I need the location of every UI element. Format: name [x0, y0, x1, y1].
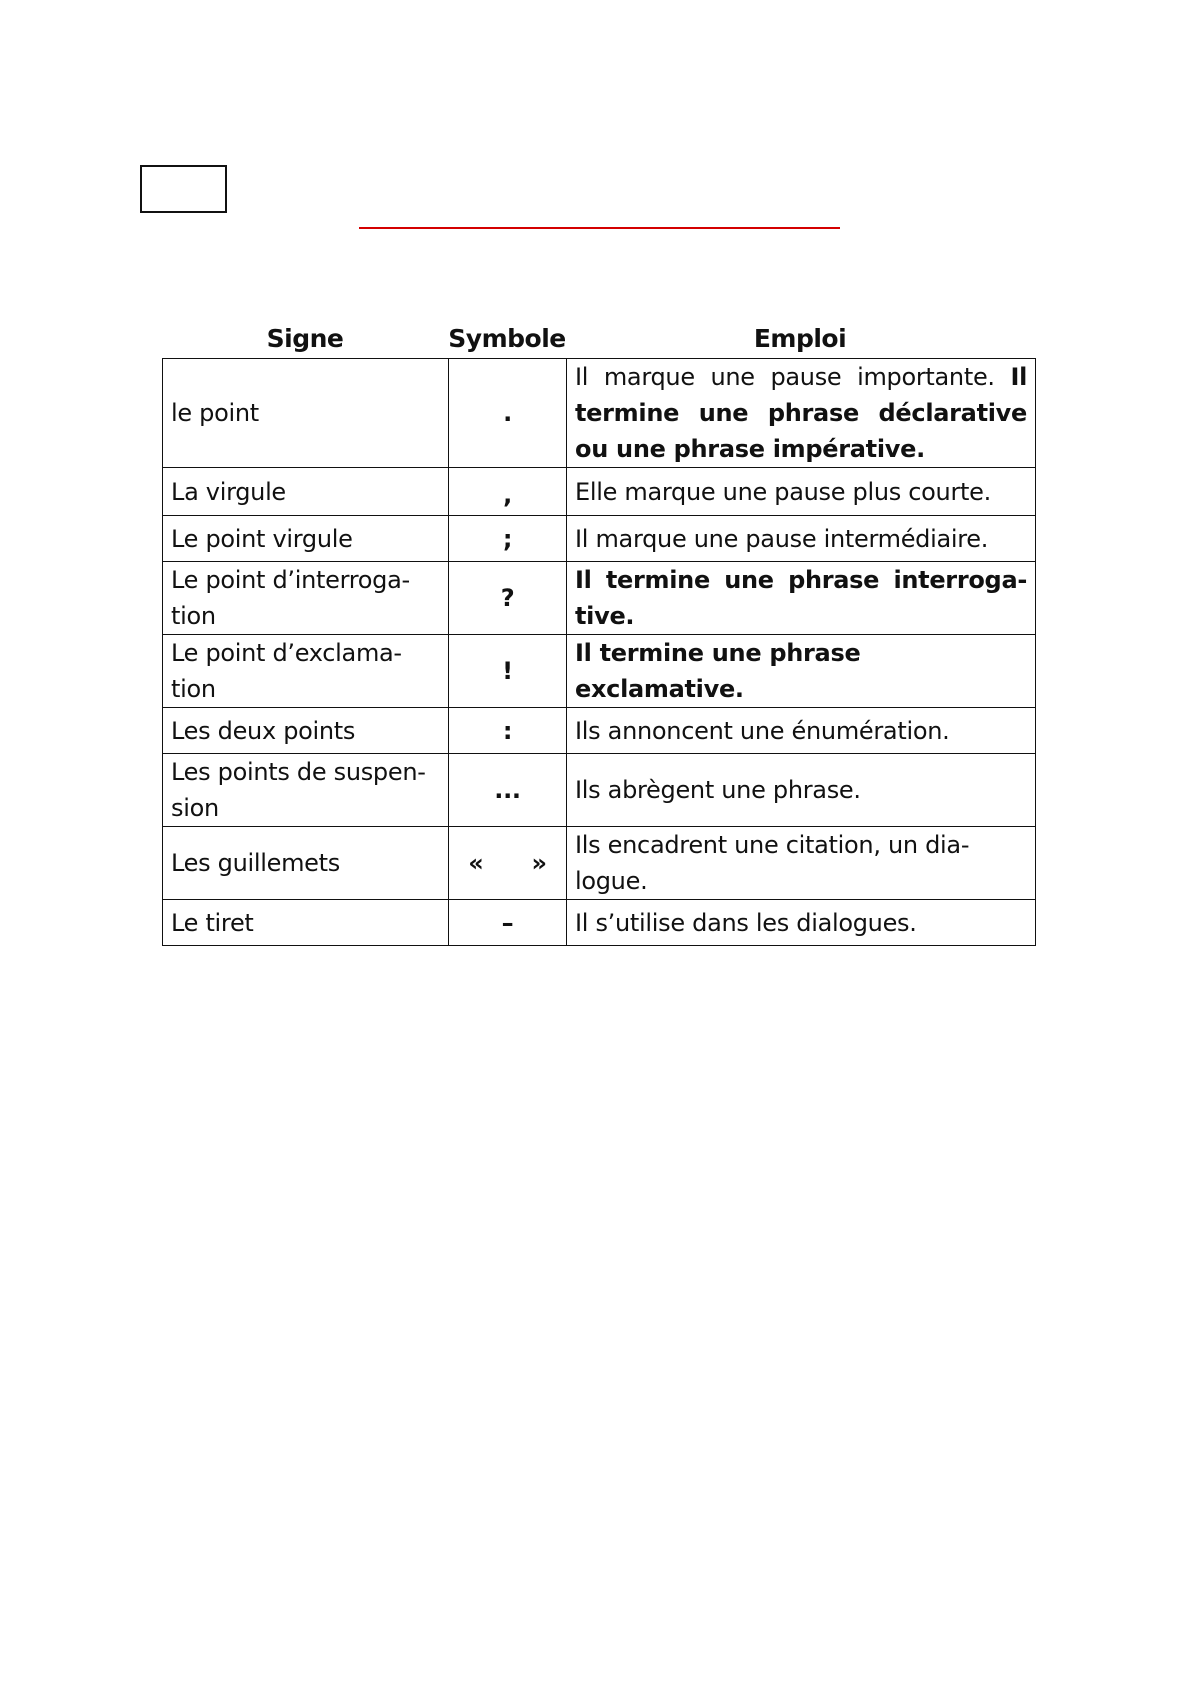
table-row — [163, 468, 1036, 516]
cell-signe: Le point d’interroga-tion — [163, 562, 449, 635]
emploi-text: Elle marque une pause plus courte. — [575, 477, 991, 506]
cell-emploi — [567, 900, 1036, 946]
cell-signe: Les points de suspen-sion — [163, 754, 449, 827]
table-row — [163, 359, 1036, 468]
cell-signe: Les guillemets — [163, 827, 449, 900]
cell-emploi — [567, 708, 1036, 754]
table-row — [163, 516, 1036, 562]
cell-emploi — [567, 468, 1036, 516]
cell-emploi — [567, 635, 1036, 708]
table-row — [163, 562, 1036, 635]
lesson-number-box — [140, 165, 227, 213]
cell-emploi — [567, 516, 1036, 562]
cell-symbole: ... — [449, 754, 567, 827]
cell-emploi — [567, 359, 1036, 468]
cell-symbole: ? — [449, 562, 567, 635]
emploi-text: Il s’utilise dans les dialogues. — [575, 908, 917, 937]
cell-signe: Le tiret — [163, 900, 449, 946]
table-row — [163, 635, 1036, 708]
header-signe: Signe — [266, 324, 344, 353]
cell-symbole: – — [449, 900, 567, 946]
table-row — [163, 827, 1036, 900]
emploi-text: Ils annoncent une énumération. — [575, 716, 950, 745]
cell-symbole: : — [449, 708, 567, 754]
cell-signe: Le point d’exclama-tion — [163, 635, 449, 708]
emploi-bold-text: Il termine une phrase exclamative. — [575, 639, 861, 703]
emploi-bold-text: Il termine une phrase interroga-tive. — [575, 566, 1027, 630]
cell-signe: le point — [163, 359, 449, 468]
cell-signe: Le point virgule — [163, 516, 449, 562]
cell-emploi — [567, 827, 1036, 900]
table-header-row — [162, 320, 1034, 358]
cell-symbole: . — [449, 359, 567, 468]
emploi-text: Ils encadrent une citation, un dia-logue. — [575, 831, 970, 895]
title-underline — [359, 227, 840, 229]
cell-signe: La virgule — [163, 468, 449, 516]
header-emploi: Emploi — [753, 324, 847, 353]
cell-symbole: ; — [449, 516, 567, 562]
emploi-text: Ils abrègent une phrase. — [575, 776, 861, 804]
cell-symbole: ! — [449, 635, 567, 708]
cell-emploi — [567, 562, 1036, 635]
table-row — [163, 900, 1036, 946]
table-row — [163, 754, 1036, 827]
table-row — [163, 708, 1036, 754]
punctuation-table — [162, 358, 1036, 946]
cell-emploi — [567, 754, 1036, 827]
cell-symbole: , — [449, 468, 567, 516]
emploi-text: Il marque une pause importante. — [575, 363, 1011, 391]
cell-symbole: « » — [449, 827, 567, 900]
emploi-text: Il marque une pause intermédiaire. — [575, 524, 989, 553]
emploi-bold-text: Il termine une phrase déclarative ou une phrase impérative. — [575, 363, 1027, 463]
header-symbole: Symbole — [448, 324, 566, 353]
cell-signe: Les deux points — [163, 708, 449, 754]
